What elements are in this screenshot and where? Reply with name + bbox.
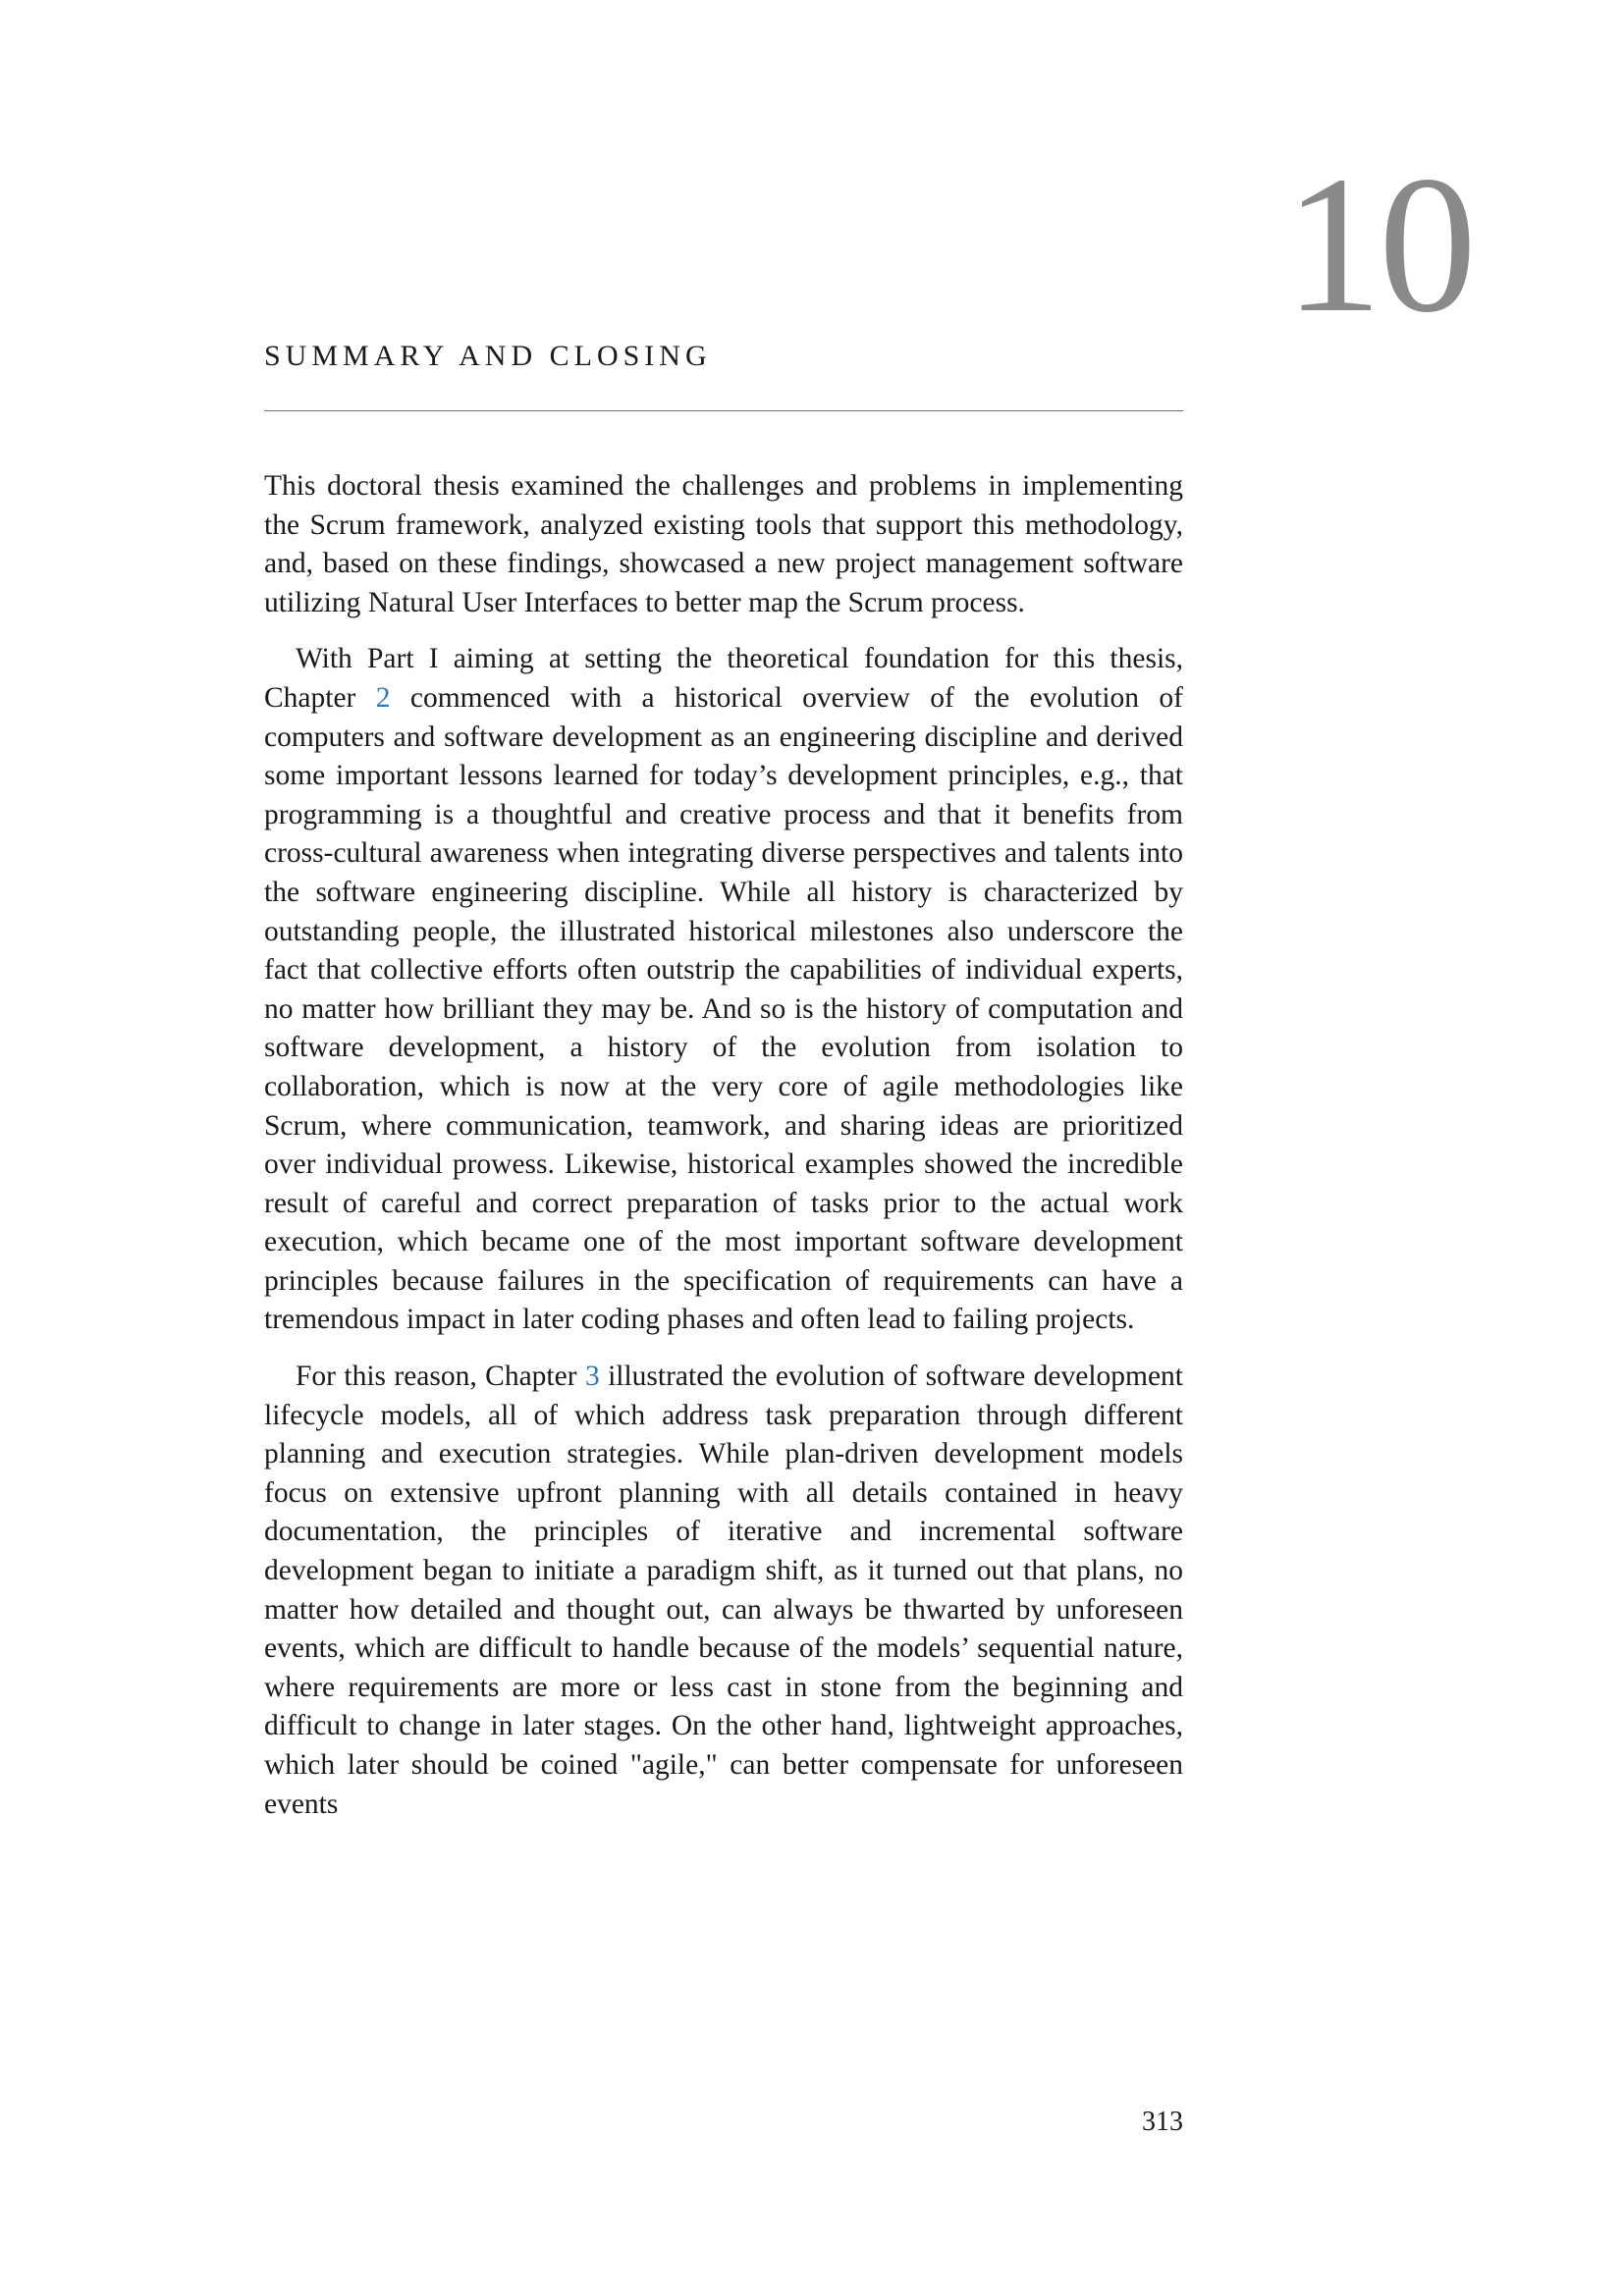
paragraph-1: [264, 467, 1183, 622]
paragraph-3-text-after: illustrated the evolution of software development lifecycle models, all of which address task preparation through different planning and execution strategies. While plan-driven development models focus on extensive upfront planning with all details contained in heavy documentation, the principles of iterative and incremental software development began to initiate a paradigm shift, as it turned out that plans, no matter how detailed and thought out, can always be thwarted by unforeseen events, which are difficult to handle because of the models’ sequential nature, where requirements are more or less cast in stone from the beginning and difficult to change in later stages. On the other hand, lightweight approaches, which later should be coined "agile," can better compensate for unforeseen events: [264, 1361, 1183, 1820]
chapter-2-link[interactable]: 2: [375, 681, 391, 714]
chapter-title: SUMMARY AND CLOSING: [264, 340, 712, 372]
paragraph-1-text: This doctoral thesis examined the challenges and problems in implementing the Scrum framework, analyzed existing tools that support this methodology, and, based on these findings, showcased a new project management software utilizing Natural User Interfaces to better map the Scrum process.: [264, 470, 1183, 618]
page-number: 313: [1142, 2107, 1183, 2137]
body-text: [264, 467, 1183, 1842]
paragraph-2: [264, 640, 1183, 1340]
paragraph-3: [264, 1358, 1183, 1824]
paragraph-2-text-before: With Part I aiming at setting the theoretical foundation for this thesis, Chapter: [264, 643, 1183, 714]
paragraph-2-text-after: commenced with a historical overview of the evolution of computers and software development as an engineering discipline and derived some important lessons learned for today’s development principles, e.g., that programming is a thoughtful and creative process and that it benefits from cross-cultural awareness when integrating diverse perspectives and talents into the software engineering discipline. While all history is characterized by outstanding people, the illustrated historical milestones also underscore the fact that collective efforts often outstrip the capabilities of individual experts, no matter how brilliant they may be. And so is the history of computation and software development, a history of the evolution from isolation to collaboration, which is now at the very core of agile methodologies like Scrum, where communication, teamwork, and sharing ideas are prioritized over individual prowess. Likewise, historical examples showed the incredible result of careful and correct preparation of tasks prior to the actual work execution, which became one of the most important software development principles because failures in the specification of requirements can have a tremendous impact in later coding phases and often lead to failing projects.: [264, 681, 1183, 1336]
paragraph-3-text-before: For this reason, Chapter: [296, 1361, 585, 1393]
chapter-number: 10: [1284, 136, 1473, 353]
chapter-3-link[interactable]: 3: [584, 1361, 600, 1393]
chapter-title-rule: [264, 410, 1183, 411]
